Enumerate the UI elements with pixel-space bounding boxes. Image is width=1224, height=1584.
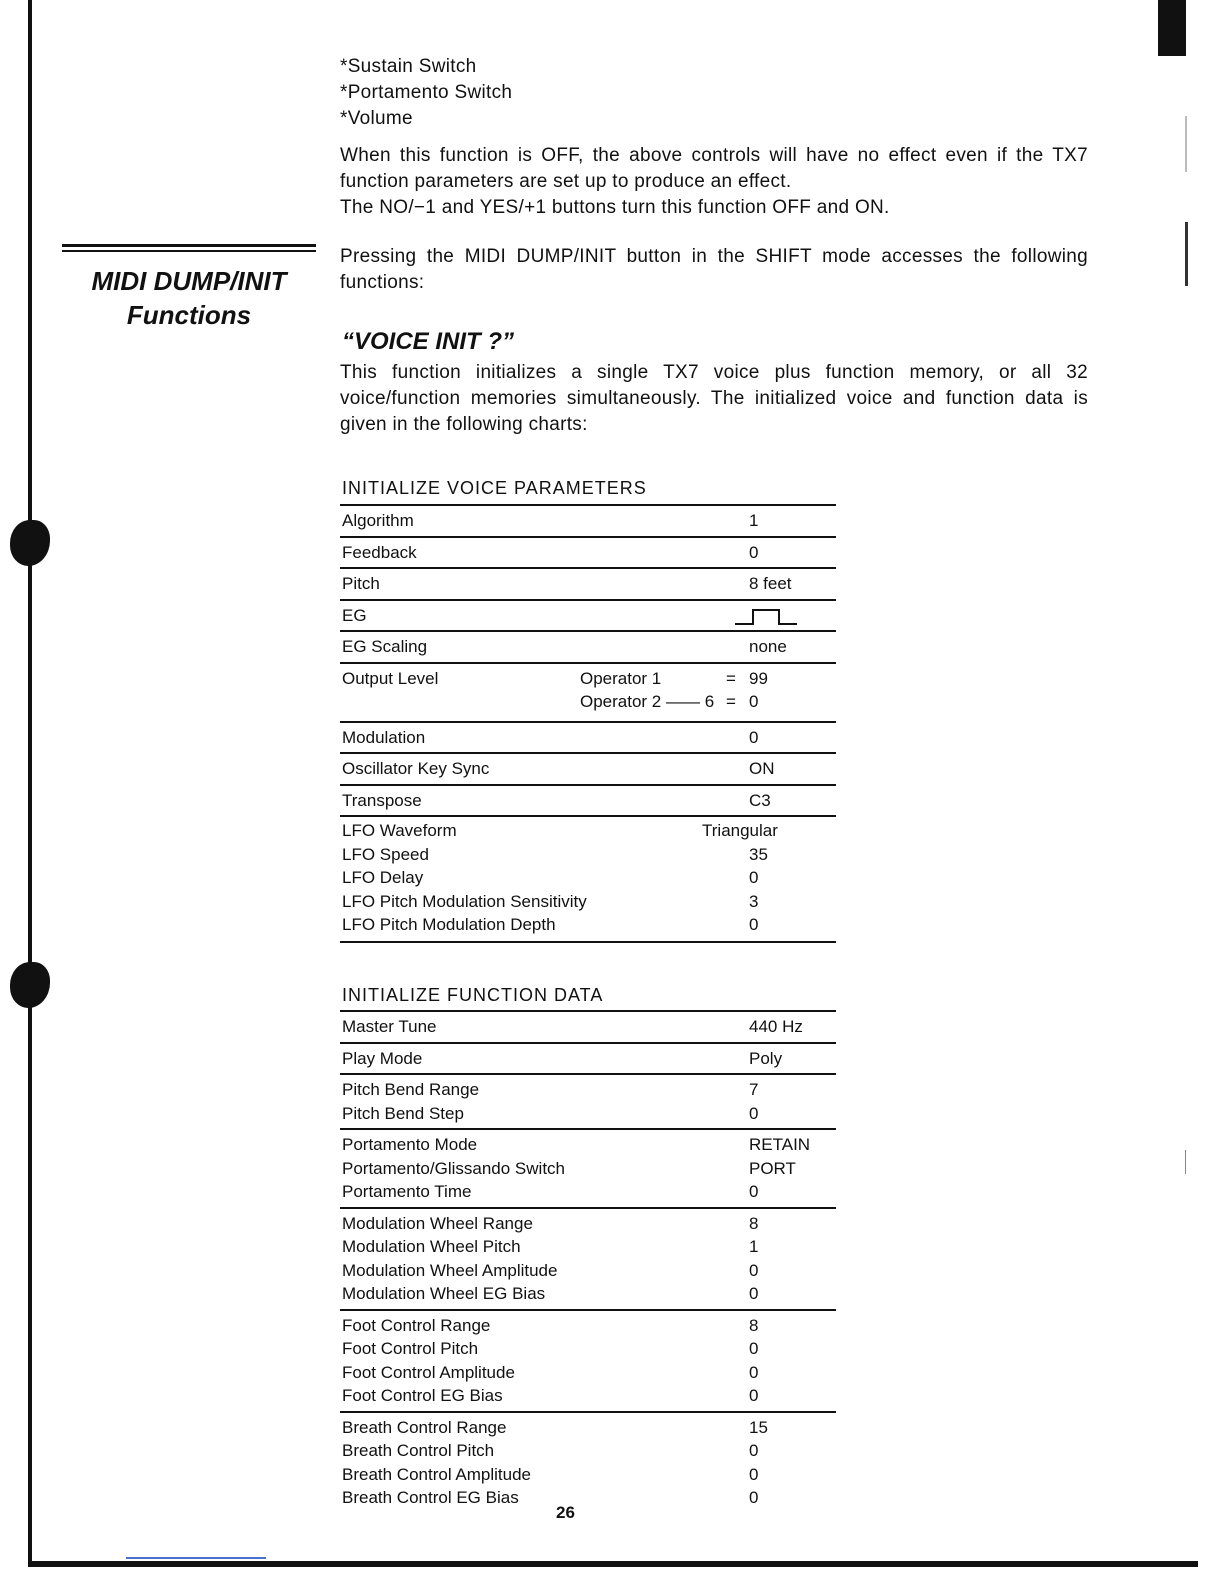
table-line [340, 1133, 836, 1157]
row-value: 1 [749, 511, 759, 530]
table-row [340, 601, 836, 633]
table-row [340, 723, 836, 755]
table-row [340, 786, 836, 818]
row-label: Master Tune [342, 1017, 437, 1036]
row-value: 35 [749, 844, 768, 864]
page-left-border [28, 0, 32, 1566]
row-value: none [749, 637, 787, 656]
row-value: 7 [749, 1080, 759, 1099]
table-line [340, 843, 836, 867]
paragraph-text: Pressing the MIDI DUMP/INIT button in the SHIFT mode accesses the following functions: [340, 246, 1088, 293]
row-value: 0 [749, 1441, 759, 1460]
row-value: 0 [749, 1182, 759, 1201]
row-label: LFO Waveform [342, 821, 457, 840]
function-off-paragraph [340, 143, 1088, 221]
row-value: 0 [749, 868, 759, 887]
row-label: Oscillator Key Sync [342, 759, 490, 778]
bullet-item: *Portamento Switch [340, 82, 513, 103]
table-row-group [340, 1012, 836, 1044]
table-line [340, 890, 836, 914]
table-line [340, 1047, 836, 1071]
row-label: Foot Control Pitch [342, 1339, 479, 1358]
operator-label: Operator 2 —— 6 [580, 692, 715, 711]
row-label: Foot Control Amplitude [342, 1362, 515, 1382]
equals-sign: = [726, 692, 736, 711]
function-data-table [340, 1010, 836, 1513]
table-line [340, 1157, 836, 1181]
table-line [340, 509, 836, 533]
binder-hole-top [10, 520, 50, 566]
table-row [340, 664, 836, 723]
margin-mark [1185, 116, 1187, 172]
table-line [340, 789, 836, 813]
row-value: 99 [749, 668, 768, 688]
section-title [62, 264, 316, 332]
row-label: Modulation Wheel Range [342, 1213, 533, 1233]
row-label: Foot Control EG Bias [342, 1386, 503, 1405]
bullet-item: *Sustain Switch [340, 56, 477, 77]
row-value: 8 [749, 1315, 759, 1335]
section-rule [62, 250, 316, 252]
table-row [340, 506, 836, 538]
row-label: Breath Control Pitch [342, 1441, 495, 1460]
table-line [340, 1180, 836, 1204]
table-line [340, 913, 836, 937]
row-value: 8 [749, 1213, 759, 1233]
table-row-group [340, 1209, 836, 1311]
row-value: C3 [749, 790, 771, 810]
row-label: Pitch Bend Step [342, 1103, 464, 1123]
row-label: Modulation Wheel Pitch [342, 1237, 521, 1256]
table-line [340, 541, 836, 565]
row-value: 0 [749, 915, 759, 934]
paragraph-text: The NO/−1 and YES/+1 buttons turn this function OFF and ON. [340, 197, 890, 218]
voice-table-caption: INITIALIZE VOICE PARAMETERS [342, 478, 647, 498]
voice-parameters-table [340, 504, 836, 943]
table-line [340, 690, 836, 714]
table-line [340, 1282, 836, 1306]
row-value: 0 [749, 727, 759, 747]
margin-mark [1185, 222, 1188, 286]
table-row-group [340, 1044, 836, 1076]
row-label: Modulation Wheel EG Bias [342, 1284, 546, 1303]
table-line [340, 726, 836, 750]
row-value: PORT [749, 1158, 796, 1178]
row-value: 0 [749, 1362, 759, 1382]
row-label: Breath Control Amplitude [342, 1464, 531, 1484]
row-label: Modulation Wheel Amplitude [342, 1260, 558, 1280]
row-label: Portamento/Glissando Switch [342, 1158, 565, 1178]
section-title-line: Functions [126, 300, 252, 330]
bottom-blue-line [126, 1557, 266, 1559]
operator-label: Operator 1 [580, 668, 662, 688]
table-row [340, 569, 836, 601]
table-row-group [340, 1413, 836, 1513]
row-label: Portamento Time [342, 1182, 472, 1201]
table-row-group [340, 1130, 836, 1209]
row-value: 440 Hz [749, 1017, 803, 1036]
table-row [340, 538, 836, 570]
row-value: 1 [749, 1237, 759, 1256]
table-line [340, 1439, 836, 1463]
table-row [340, 632, 836, 664]
table-line [340, 866, 836, 890]
row-value: 0 [749, 1339, 759, 1358]
row-value: 0 [749, 1260, 759, 1280]
table-line [340, 1416, 836, 1440]
table-line [340, 635, 836, 659]
table-line [340, 1015, 836, 1039]
table-row-group [340, 1075, 836, 1130]
row-value: 15 [749, 1417, 768, 1437]
row-label: Breath Control EG Bias [342, 1488, 519, 1507]
row-label: Play Mode [342, 1048, 423, 1068]
table-line [340, 572, 836, 596]
row-value: Poly [749, 1048, 783, 1068]
row-label: Portamento Mode [342, 1135, 478, 1154]
voice-init-description [340, 360, 1088, 438]
table-line [340, 1212, 836, 1236]
page-bottom-border [28, 1561, 1198, 1567]
row-label: LFO Speed [342, 844, 429, 864]
row-label: Foot Control Range [342, 1315, 491, 1335]
row-value: 0 [749, 1488, 759, 1507]
page-number: 26 [556, 1503, 575, 1522]
row-value: 0 [749, 1464, 759, 1484]
row-value: 0 [749, 1103, 759, 1123]
section-intro [340, 244, 1088, 296]
table-line [340, 1314, 836, 1338]
section-rule [62, 244, 316, 247]
row-value: 8 feet [749, 574, 792, 593]
row-label: Algorithm [342, 511, 414, 530]
row-value: 0 [749, 542, 759, 562]
bullet-list [340, 54, 512, 132]
row-value: 3 [749, 891, 759, 911]
paragraph-text: This function initializes a single TX7 voice plus function memory, or all 32 voice/function memories simultaneously. The initialized voice and function data is given in the following charts: [340, 362, 1088, 435]
function-table-caption: INITIALIZE FUNCTION DATA [342, 985, 604, 1005]
table-line [340, 1486, 836, 1510]
row-label: Pitch Bend Range [342, 1080, 480, 1099]
page-edge-tab [1158, 0, 1186, 56]
row-label: Transpose [342, 790, 422, 810]
table-row [340, 754, 836, 786]
margin-mark [1185, 1150, 1186, 1174]
binder-hole-bottom [10, 962, 50, 1008]
row-label: LFO Delay [342, 868, 424, 887]
table-line [340, 1102, 836, 1126]
table-line [340, 1384, 836, 1408]
row-label: EG [342, 605, 367, 625]
table-line [340, 1463, 836, 1487]
table-line [340, 819, 836, 843]
voice-init-heading: “VOICE INIT ?” [342, 328, 515, 355]
row-value: RETAIN [749, 1135, 811, 1154]
table-line [340, 1259, 836, 1283]
row-value: 0 [749, 1284, 759, 1303]
table-line [340, 1361, 836, 1385]
row-label: Feedback [342, 542, 417, 562]
table-row-lfo [340, 817, 836, 943]
row-value: 0 [749, 1386, 759, 1405]
row-value: ON [749, 759, 775, 778]
row-value: 0 [749, 692, 759, 711]
row-label: Breath Control Range [342, 1417, 507, 1437]
table-line [340, 1235, 836, 1259]
table-line [340, 1337, 836, 1361]
table-line [340, 757, 836, 781]
equals-sign: = [726, 668, 736, 688]
bullet-item: *Volume [340, 108, 413, 129]
table-line [340, 667, 836, 691]
eg-waveform-icon [733, 607, 803, 627]
row-label: Modulation [342, 727, 426, 747]
row-label: LFO Pitch Modulation Sensitivity [342, 891, 587, 911]
row-label: LFO Pitch Modulation Depth [342, 915, 556, 934]
row-label: Pitch [342, 574, 380, 593]
table-row-group [340, 1311, 836, 1413]
table-line [340, 604, 836, 628]
paragraph-text: When this function is OFF, the above controls will have no effect even if the TX7 function parameters are set up to produce an effect. [340, 145, 1088, 192]
eg-waveform-path [735, 610, 797, 624]
row-value: Triangular [702, 821, 778, 840]
section-title-line: MIDI DUMP/INIT [91, 266, 287, 296]
row-label: Output Level [342, 668, 439, 688]
row-label: EG Scaling [342, 637, 428, 656]
table-line [340, 1078, 836, 1102]
